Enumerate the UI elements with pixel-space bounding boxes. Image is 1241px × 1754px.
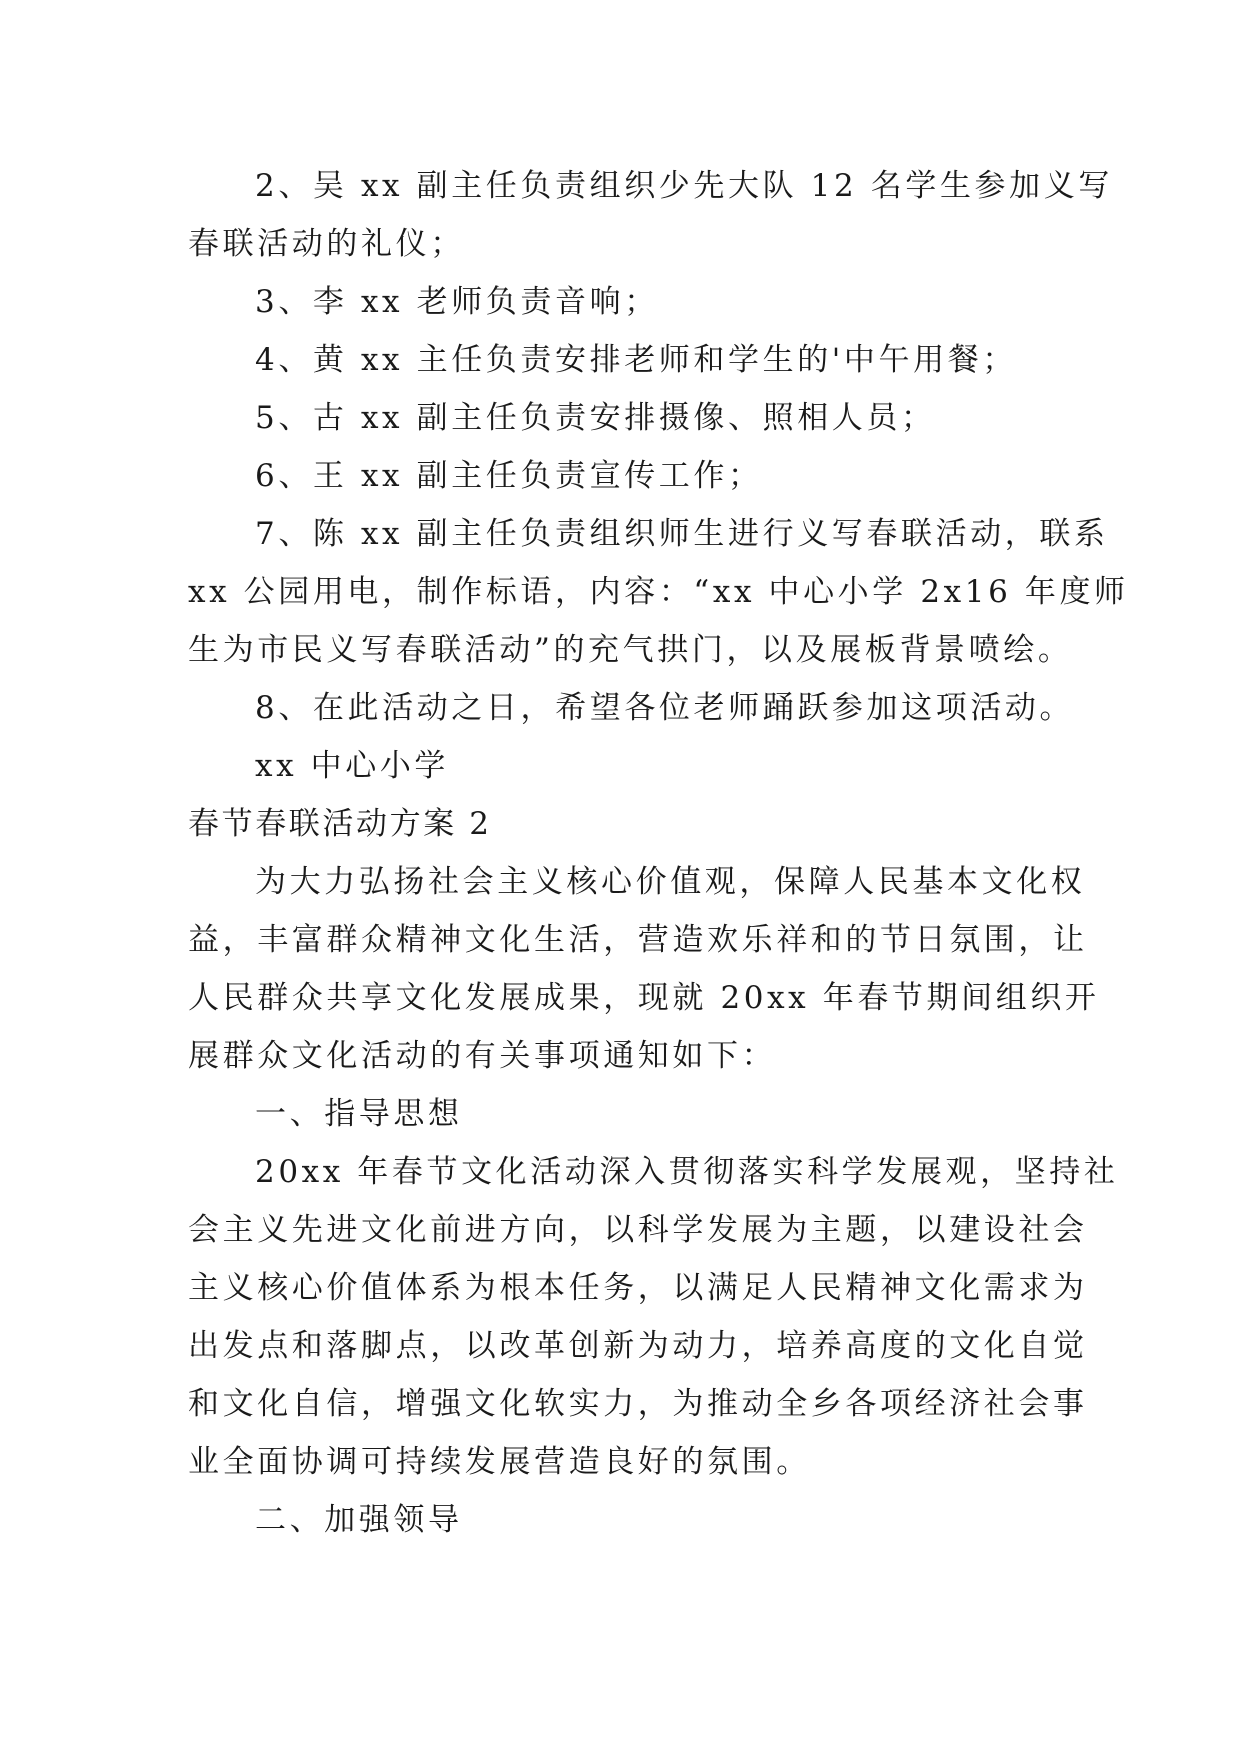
paragraph-line: 益，丰富群众精神文化生活，营造欢乐祥和的节日氛围，让: [188, 922, 1088, 958]
section-heading: 二、加强领导: [255, 1502, 463, 1538]
paragraph-line: 出发点和落脚点，以改革创新为动力，培养高度的文化自觉: [188, 1328, 1088, 1364]
paragraph-line: 春联活动的礼仪；: [188, 226, 465, 262]
paragraph-line: 5、古 xx 副主任负责安排摄像、照相人员；: [255, 400, 936, 436]
paragraph-line: 业全面协调可持续发展营造良好的氛围。: [188, 1444, 811, 1480]
paragraph-line: 3、李 xx 老师负责音响；: [255, 284, 659, 320]
paragraph-line: 为大力弘扬社会主义核心价值观，保障人民基本文化权: [255, 864, 1086, 900]
signature-line: xx 中心小学: [255, 748, 450, 784]
paragraph-line: 生为市民义写春联活动”的充气拱门，以及展板背景喷绘。: [188, 632, 1073, 668]
paragraph-line: 主义核心价值体系为根本任务，以满足人民精神文化需求为: [188, 1270, 1088, 1306]
paragraph-line: 20xx 年春节文化活动深入贯彻落实科学发展观，坚持社: [255, 1154, 1119, 1190]
paragraph-line: xx 公园用电，制作标语，内容：“xx 中心小学 2x16 年度师: [188, 574, 1129, 610]
paragraph-line: 6、王 xx 副主任负责宣传工作；: [255, 458, 763, 494]
paragraph-line: 7、陈 xx 副主任负责组织师生进行义写春联活动，联系: [255, 516, 1109, 552]
paragraph-line: 8、在此活动之日，希望各位老师踊跃参加这项活动。: [255, 690, 1075, 726]
paragraph-line: 4、黄 xx 主任负责安排老师和学生的'中午用餐；: [255, 342, 1017, 378]
paragraph-line: 和文化自信，增强文化软实力，为推动全乡各项经济社会事: [188, 1386, 1088, 1422]
section-heading: 一、指导思想: [255, 1096, 463, 1132]
paragraph-line: 2、吴 xx 副主任负责组织少先大队 12 名学生参加义写: [255, 168, 1113, 204]
paragraph-line: 会主义先进文化前进方向，以科学发展为主题，以建设社会: [188, 1212, 1088, 1248]
paragraph-line: 人民群众共享文化发展成果，现就 20xx 年春节期间组织开: [188, 980, 1100, 1016]
section-title: 春节春联活动方案 2: [188, 806, 492, 842]
paragraph-line: 展群众文化活动的有关事项通知如下：: [188, 1038, 777, 1074]
